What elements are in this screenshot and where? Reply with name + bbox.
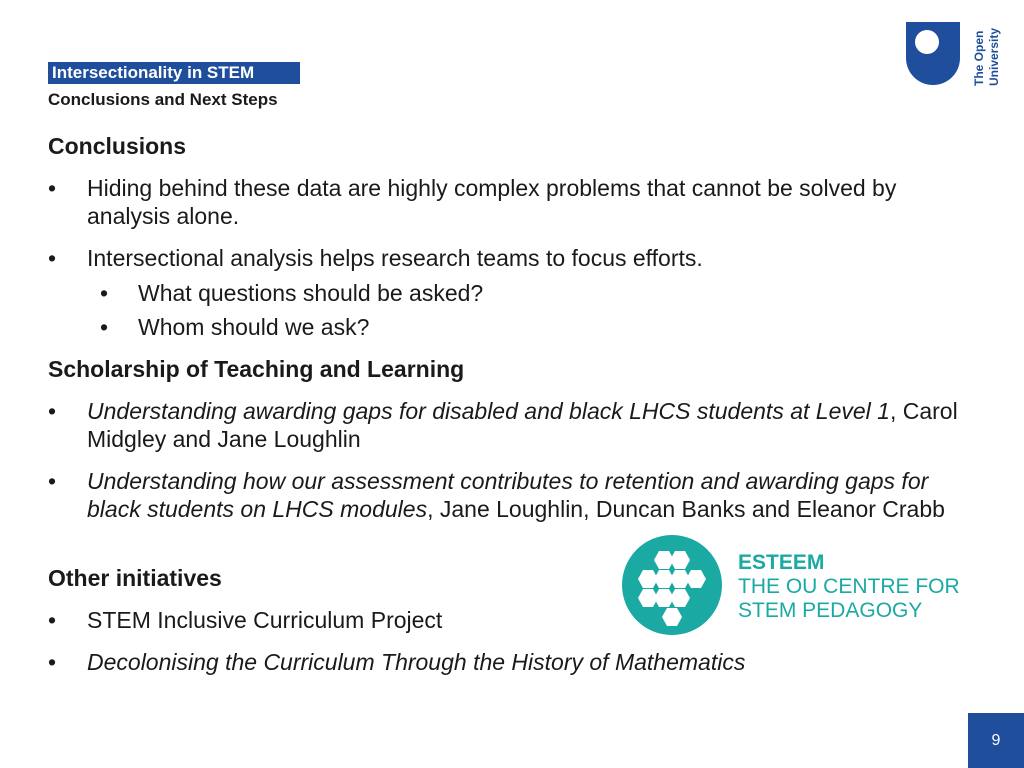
bullet: •	[100, 280, 109, 306]
list-item	[48, 606, 608, 634]
list-item	[48, 174, 978, 230]
sub-list-item	[100, 279, 483, 307]
sotl-heading: Scholarship of Teaching and Learning	[48, 356, 465, 382]
sub-list-item	[100, 313, 369, 341]
page-number: 9	[968, 713, 1024, 768]
bullet-text	[87, 397, 978, 453]
other-initiatives-heading: Other initiatives	[48, 565, 222, 591]
project-title: Understanding awarding gaps for disabled and black LHCS students at Level 1	[87, 398, 890, 424]
esteem-wordmark	[738, 551, 960, 623]
esteem-line1: THE OU CENTRE FOR	[738, 575, 960, 598]
initiative-title: Decolonising the Curriculum Through the History of Mathematics	[87, 649, 746, 675]
list-item	[48, 244, 978, 272]
bullet: •	[48, 649, 57, 675]
list-item	[48, 397, 978, 453]
bullet-text	[87, 648, 978, 676]
open-university-logo	[906, 20, 1006, 93]
bullet: •	[48, 175, 57, 201]
bullet: •	[48, 398, 57, 424]
ou-logo-line1: The Open	[972, 30, 986, 86]
bullet-text: What questions should be asked?	[138, 280, 484, 306]
list-item	[48, 467, 948, 523]
slide-subtitle: Conclusions and Next Steps	[48, 90, 278, 109]
ou-shield-icon	[906, 22, 960, 85]
bullet: •	[100, 314, 109, 340]
slide-tag: Intersectionality in STEM	[48, 62, 300, 84]
project-title: Understanding how our assessment contributes to retention and awarding gaps for black students on LHCS modules	[87, 468, 929, 522]
bullet-text: Whom should we ask?	[138, 314, 370, 340]
bullet: •	[48, 607, 57, 633]
esteem-line2: STEM PEDAGOGY	[738, 599, 923, 622]
bullet-text	[87, 467, 948, 523]
bullet: •	[48, 468, 57, 494]
esteem-name: ESTEEM	[738, 551, 825, 574]
esteem-logo	[620, 533, 724, 642]
bullet-text: STEM Inclusive Curriculum Project	[87, 607, 443, 633]
conclusions-heading: Conclusions	[48, 133, 187, 159]
project-authors: , Jane Loughlin, Duncan Banks and Eleanor Crabb	[427, 496, 945, 522]
bullet-text: Intersectional analysis helps research teams to focus efforts.	[87, 245, 703, 271]
bullet: •	[48, 245, 57, 271]
bullet-text: Hiding behind these data are highly complex problems that cannot be solved by analysis alone.	[87, 175, 897, 229]
project-authors: , Carol Midgley and Jane Loughlin	[87, 398, 958, 452]
ou-logo-line2: University	[987, 27, 1001, 86]
list-item	[48, 648, 978, 676]
